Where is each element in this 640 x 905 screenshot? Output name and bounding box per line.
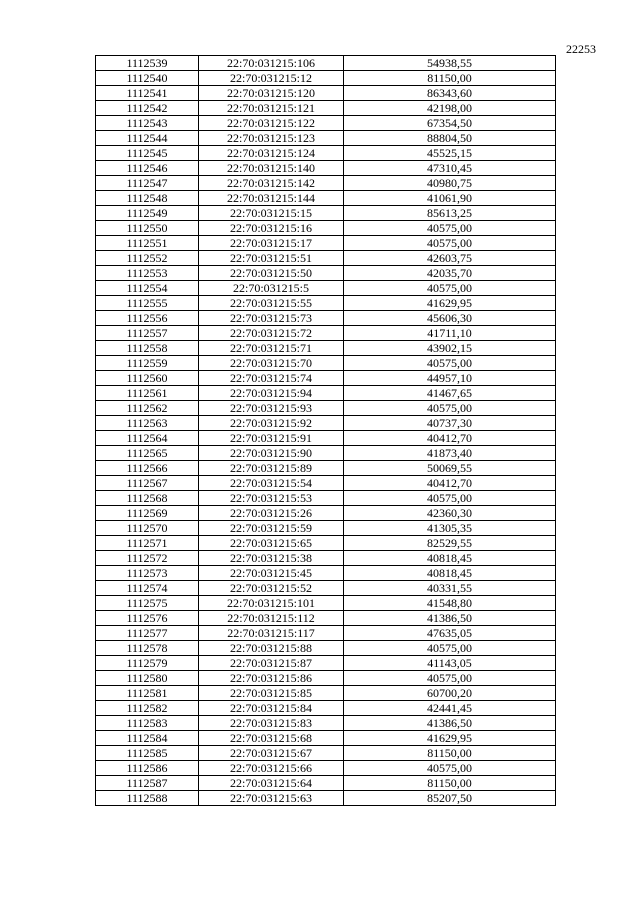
table-row [96,101,556,116]
value-cell: 41873,40 [344,446,556,461]
value-cell: 88804,50 [344,131,556,146]
table-row [96,356,556,371]
value-cell: 81150,00 [344,776,556,791]
table-row [96,791,556,806]
record-id-cell: 1112565 [96,446,199,461]
value-cell: 42603,75 [344,251,556,266]
cadastral-number-cell: 22:70:031215:106 [199,56,344,71]
cadastral-number-cell: 22:70:031215:117 [199,626,344,641]
value-cell: 40412,70 [344,431,556,446]
cadastral-number-cell: 22:70:031215:63 [199,791,344,806]
table-row [96,116,556,131]
value-cell: 40575,00 [344,761,556,776]
cadastral-number-cell: 22:70:031215:66 [199,761,344,776]
table-row [96,521,556,536]
value-cell: 85207,50 [344,791,556,806]
value-cell: 42360,30 [344,506,556,521]
record-id-cell: 1112584 [96,731,199,746]
table-row [96,191,556,206]
table-row [96,626,556,641]
value-cell: 67354,50 [344,116,556,131]
table-row [96,746,556,761]
record-id-cell: 1112554 [96,281,199,296]
table-row [96,776,556,791]
cadastral-number-cell: 22:70:031215:121 [199,101,344,116]
table-row [96,701,556,716]
table-row [96,281,556,296]
record-id-cell: 1112555 [96,296,199,311]
record-id-cell: 1112568 [96,491,199,506]
value-cell: 40331,55 [344,581,556,596]
value-cell: 40980,75 [344,176,556,191]
table-row [96,581,556,596]
table-row [96,86,556,101]
cadastral-number-cell: 22:70:031215:88 [199,641,344,656]
record-id-cell: 1112553 [96,266,199,281]
cadastral-number-cell: 22:70:031215:26 [199,506,344,521]
record-id-cell: 1112542 [96,101,199,116]
record-id-cell: 1112552 [96,251,199,266]
value-cell: 45606,30 [344,311,556,326]
value-cell: 86343,60 [344,86,556,101]
record-id-cell: 1112582 [96,701,199,716]
record-id-cell: 1112586 [96,761,199,776]
record-id-cell: 1112543 [96,116,199,131]
table-row [96,206,556,221]
cadastral-number-cell: 22:70:031215:51 [199,251,344,266]
cadastral-number-cell: 22:70:031215:86 [199,671,344,686]
value-cell: 40575,00 [344,236,556,251]
value-cell: 44957,10 [344,371,556,386]
table-row [96,56,556,71]
table-row [96,386,556,401]
cadastral-number-cell: 22:70:031215:67 [199,746,344,761]
record-id-cell: 1112573 [96,566,199,581]
table-row [96,671,556,686]
cadastral-number-cell: 22:70:031215:59 [199,521,344,536]
cadastral-number-cell: 22:70:031215:16 [199,221,344,236]
cadastral-number-cell: 22:70:031215:94 [199,386,344,401]
table-row [96,326,556,341]
value-cell: 42198,00 [344,101,556,116]
value-cell: 40575,00 [344,641,556,656]
value-cell: 42035,70 [344,266,556,281]
record-id-cell: 1112585 [96,746,199,761]
record-id-cell: 1112576 [96,611,199,626]
record-id-cell: 1112574 [96,581,199,596]
record-id-cell: 1112541 [96,86,199,101]
record-id-cell: 1112569 [96,506,199,521]
record-id-cell: 1112577 [96,626,199,641]
record-id-cell: 1112539 [96,56,199,71]
record-id-cell: 1112557 [96,326,199,341]
value-cell: 41467,65 [344,386,556,401]
cadastral-number-cell: 22:70:031215:90 [199,446,344,461]
value-cell: 40575,00 [344,671,556,686]
cadastral-number-cell: 22:70:031215:112 [199,611,344,626]
value-cell: 40575,00 [344,401,556,416]
table-row [96,266,556,281]
table-row [96,146,556,161]
cadastral-number-cell: 22:70:031215:91 [199,431,344,446]
table-row [96,641,556,656]
record-id-cell: 1112588 [96,791,199,806]
value-cell: 54938,55 [344,56,556,71]
value-cell: 42441,45 [344,701,556,716]
value-cell: 81150,00 [344,71,556,86]
value-cell: 41061,90 [344,191,556,206]
cadastral-number-cell: 22:70:031215:87 [199,656,344,671]
value-cell: 43902,15 [344,341,556,356]
value-cell: 82529,55 [344,536,556,551]
table-row [96,656,556,671]
table-row [96,446,556,461]
table-row [96,236,556,251]
value-cell: 41629,95 [344,731,556,746]
cadastral-number-cell: 22:70:031215:89 [199,461,344,476]
table-row [96,761,556,776]
table-row [96,176,556,191]
cadastral-number-cell: 22:70:031215:52 [199,581,344,596]
registry-table [95,55,556,806]
cadastral-number-cell: 22:70:031215:74 [199,371,344,386]
cadastral-number-cell: 22:70:031215:38 [199,551,344,566]
record-id-cell: 1112581 [96,686,199,701]
cadastral-number-cell: 22:70:031215:54 [199,476,344,491]
record-id-cell: 1112548 [96,191,199,206]
value-cell: 40818,45 [344,551,556,566]
record-id-cell: 1112575 [96,596,199,611]
table-row [96,251,556,266]
cadastral-number-cell: 22:70:031215:5 [199,281,344,296]
cadastral-number-cell: 22:70:031215:53 [199,491,344,506]
table-row [96,461,556,476]
record-id-cell: 1112578 [96,641,199,656]
value-cell: 81150,00 [344,746,556,761]
table-row [96,311,556,326]
value-cell: 85613,25 [344,206,556,221]
record-id-cell: 1112562 [96,401,199,416]
table-row [96,221,556,236]
value-cell: 40818,45 [344,566,556,581]
table-row [96,596,556,611]
cadastral-number-cell: 22:70:031215:123 [199,131,344,146]
value-cell: 41711,10 [344,326,556,341]
table-row [96,296,556,311]
value-cell: 40737,30 [344,416,556,431]
record-id-cell: 1112560 [96,371,199,386]
value-cell: 40412,70 [344,476,556,491]
table-row [96,416,556,431]
cadastral-number-cell: 22:70:031215:72 [199,326,344,341]
cadastral-number-cell: 22:70:031215:122 [199,116,344,131]
cadastral-number-cell: 22:70:031215:65 [199,536,344,551]
cadastral-number-cell: 22:70:031215:101 [199,596,344,611]
cadastral-number-cell: 22:70:031215:70 [199,356,344,371]
cadastral-number-cell: 22:70:031215:45 [199,566,344,581]
record-id-cell: 1112551 [96,236,199,251]
table-row [96,566,556,581]
value-cell: 41386,50 [344,716,556,731]
record-id-cell: 1112579 [96,656,199,671]
cadastral-number-cell: 22:70:031215:15 [199,206,344,221]
record-id-cell: 1112587 [96,776,199,791]
cadastral-number-cell: 22:70:031215:17 [199,236,344,251]
cadastral-number-cell: 22:70:031215:50 [199,266,344,281]
page-number: 22253 [566,42,596,56]
record-id-cell: 1112544 [96,131,199,146]
table-row [96,401,556,416]
cadastral-number-cell: 22:70:031215:140 [199,161,344,176]
record-id-cell: 1112550 [96,221,199,236]
record-id-cell: 1112561 [96,386,199,401]
record-id-cell: 1112558 [96,341,199,356]
record-id-cell: 1112572 [96,551,199,566]
record-id-cell: 1112583 [96,716,199,731]
table-row [96,431,556,446]
cadastral-number-cell: 22:70:031215:144 [199,191,344,206]
value-cell: 40575,00 [344,281,556,296]
table-row [96,686,556,701]
value-cell: 50069,55 [344,461,556,476]
cadastral-number-cell: 22:70:031215:68 [199,731,344,746]
value-cell: 40575,00 [344,356,556,371]
record-id-cell: 1112564 [96,431,199,446]
value-cell: 41386,50 [344,611,556,626]
record-id-cell: 1112545 [96,146,199,161]
table-row [96,716,556,731]
cadastral-number-cell: 22:70:031215:55 [199,296,344,311]
value-cell: 47310,45 [344,161,556,176]
value-cell: 45525,15 [344,146,556,161]
table-row [96,611,556,626]
record-id-cell: 1112571 [96,536,199,551]
table-row [96,161,556,176]
value-cell: 60700,20 [344,686,556,701]
cadastral-number-cell: 22:70:031215:71 [199,341,344,356]
table-row [96,506,556,521]
table-row [96,491,556,506]
record-id-cell: 1112540 [96,71,199,86]
table-row [96,131,556,146]
registry-table-body [96,56,556,806]
cadastral-number-cell: 22:70:031215:83 [199,716,344,731]
record-id-cell: 1112547 [96,176,199,191]
record-id-cell: 1112567 [96,476,199,491]
cadastral-number-cell: 22:70:031215:93 [199,401,344,416]
cadastral-number-cell: 22:70:031215:12 [199,71,344,86]
table-row [96,731,556,746]
value-cell: 41305,35 [344,521,556,536]
value-cell: 40575,00 [344,221,556,236]
value-cell: 40575,00 [344,491,556,506]
record-id-cell: 1112563 [96,416,199,431]
record-id-cell: 1112570 [96,521,199,536]
table-row [96,371,556,386]
value-cell: 41629,95 [344,296,556,311]
record-id-cell: 1112559 [96,356,199,371]
table-row [96,476,556,491]
table-row [96,341,556,356]
table-row [96,536,556,551]
cadastral-number-cell: 22:70:031215:120 [199,86,344,101]
cadastral-number-cell: 22:70:031215:84 [199,701,344,716]
cadastral-number-cell: 22:70:031215:64 [199,776,344,791]
cadastral-number-cell: 22:70:031215:73 [199,311,344,326]
record-id-cell: 1112566 [96,461,199,476]
cadastral-number-cell: 22:70:031215:142 [199,176,344,191]
value-cell: 47635,05 [344,626,556,641]
table-row [96,71,556,86]
value-cell: 41143,05 [344,656,556,671]
record-id-cell: 1112556 [96,311,199,326]
cadastral-number-cell: 22:70:031215:92 [199,416,344,431]
value-cell: 41548,80 [344,596,556,611]
cadastral-number-cell: 22:70:031215:124 [199,146,344,161]
record-id-cell: 1112549 [96,206,199,221]
table-row [96,551,556,566]
record-id-cell: 1112546 [96,161,199,176]
cadastral-number-cell: 22:70:031215:85 [199,686,344,701]
record-id-cell: 1112580 [96,671,199,686]
